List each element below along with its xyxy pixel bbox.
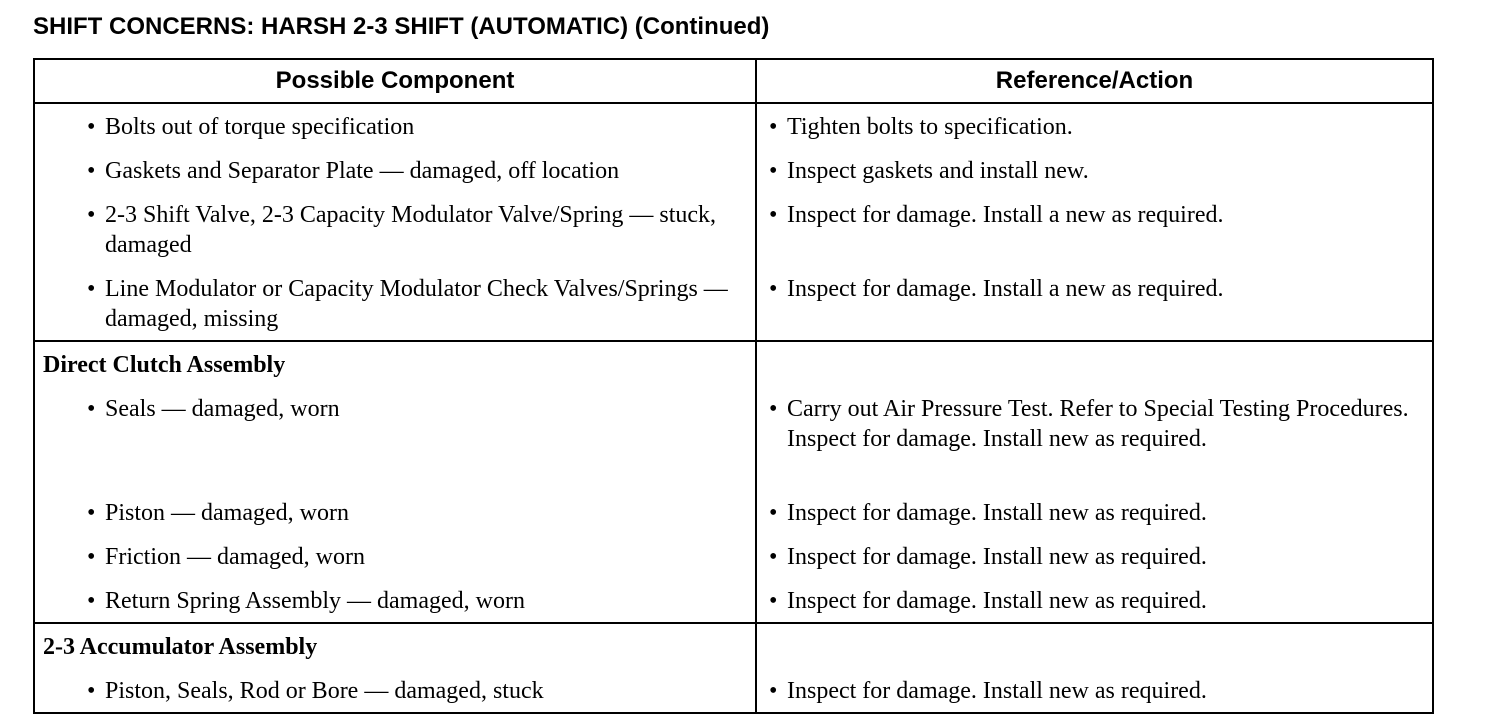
list-item [35, 586, 745, 616]
list-item [35, 542, 745, 572]
table-group [34, 623, 1433, 713]
column-header-component: Possible Component [34, 59, 756, 103]
list-item [35, 394, 745, 484]
action-text: Inspect for damage. Install new as required. [787, 678, 1207, 704]
header-row [34, 59, 1433, 103]
action-text: Inspect for damage. Install new as required. [787, 588, 1207, 614]
list-item [35, 156, 745, 186]
bullet-icon: • [87, 202, 96, 228]
action-text: Inspect for damage. Install new as required. [787, 500, 1207, 526]
group-title: Direct Clutch Assembly [43, 352, 286, 378]
bullet-icon: • [769, 544, 778, 570]
list-item [35, 112, 745, 142]
bullet-icon: • [87, 396, 96, 422]
table-row [34, 341, 1433, 623]
action-cell [756, 103, 1433, 341]
list-item [35, 498, 745, 528]
list-item [757, 156, 1422, 186]
page-title: SHIFT CONCERNS: HARSH 2-3 SHIFT (AUTOMATIC) (Continued) [33, 13, 770, 40]
bullet-icon: • [87, 588, 96, 614]
list-item [35, 676, 745, 706]
action-text: Inspect gaskets and install new. [787, 158, 1089, 184]
table-row [34, 623, 1433, 713]
concerns-table [33, 58, 1434, 714]
bullet-icon: • [769, 276, 778, 302]
component-text: Gaskets and Separator Plate — damaged, off location [105, 158, 620, 184]
group-title: 2-3 Accumulator Assembly [43, 634, 318, 660]
bullet-icon: • [769, 588, 778, 614]
component-text: 2-3 Shift Valve, 2-3 Capacity Modulator Valve/Spring — stuck, damaged [105, 202, 717, 258]
component-cell [34, 341, 756, 623]
list-item [757, 542, 1422, 572]
column-header-action: Reference/Action [756, 59, 1433, 103]
bullet-icon: • [769, 158, 778, 184]
list-item [757, 394, 1422, 484]
component-text: Piston, Seals, Rod or Bore — damaged, stuck [105, 678, 544, 704]
component-cell [34, 103, 756, 341]
bullet-icon: • [769, 678, 778, 704]
list-item [757, 676, 1422, 706]
bullet-icon: • [769, 396, 778, 422]
list-item [35, 200, 745, 260]
bullet-icon: • [87, 276, 96, 302]
action-cell [756, 623, 1433, 713]
action-text: Inspect for damage. Install new as required. [787, 544, 1207, 570]
bullet-icon: • [87, 500, 96, 526]
bullet-icon: • [87, 678, 96, 704]
action-text: Carry out Air Pressure Test. Refer to Special Testing Procedures. Inspect for damage. Install new as required. [787, 396, 1409, 452]
action-text: Tighten bolts to specification. [787, 114, 1073, 140]
component-text: Friction — damaged, worn [105, 544, 365, 570]
bullet-icon: • [87, 544, 96, 570]
component-text: Piston — damaged, worn [105, 500, 349, 526]
action-text: Inspect for damage. Install a new as required. [787, 202, 1224, 228]
bullet-icon: • [769, 202, 778, 228]
action-text: Inspect for damage. Install a new as required. [787, 276, 1224, 302]
table-group [34, 341, 1433, 623]
bullet-icon: • [769, 114, 778, 140]
component-text: Seals — damaged, worn [105, 396, 340, 422]
component-cell [34, 623, 756, 713]
list-item [757, 200, 1422, 260]
table-group [34, 103, 1433, 341]
list-item [35, 274, 745, 334]
list-item [757, 586, 1422, 616]
component-text: Return Spring Assembly — damaged, worn [105, 588, 525, 614]
component-text: Bolts out of torque specification [105, 114, 415, 140]
bullet-icon: • [769, 500, 778, 526]
action-cell [756, 341, 1433, 623]
list-item [757, 274, 1422, 304]
bullet-icon: • [87, 158, 96, 184]
list-item [757, 112, 1422, 142]
group-title-spacer [757, 632, 1422, 662]
component-text: Line Modulator or Capacity Modulator Check Valves/Springs — damaged, missing [105, 276, 728, 332]
bullet-icon: • [87, 114, 96, 140]
table-row [34, 103, 1433, 341]
group-title-spacer [757, 350, 1422, 380]
list-item [757, 498, 1422, 528]
